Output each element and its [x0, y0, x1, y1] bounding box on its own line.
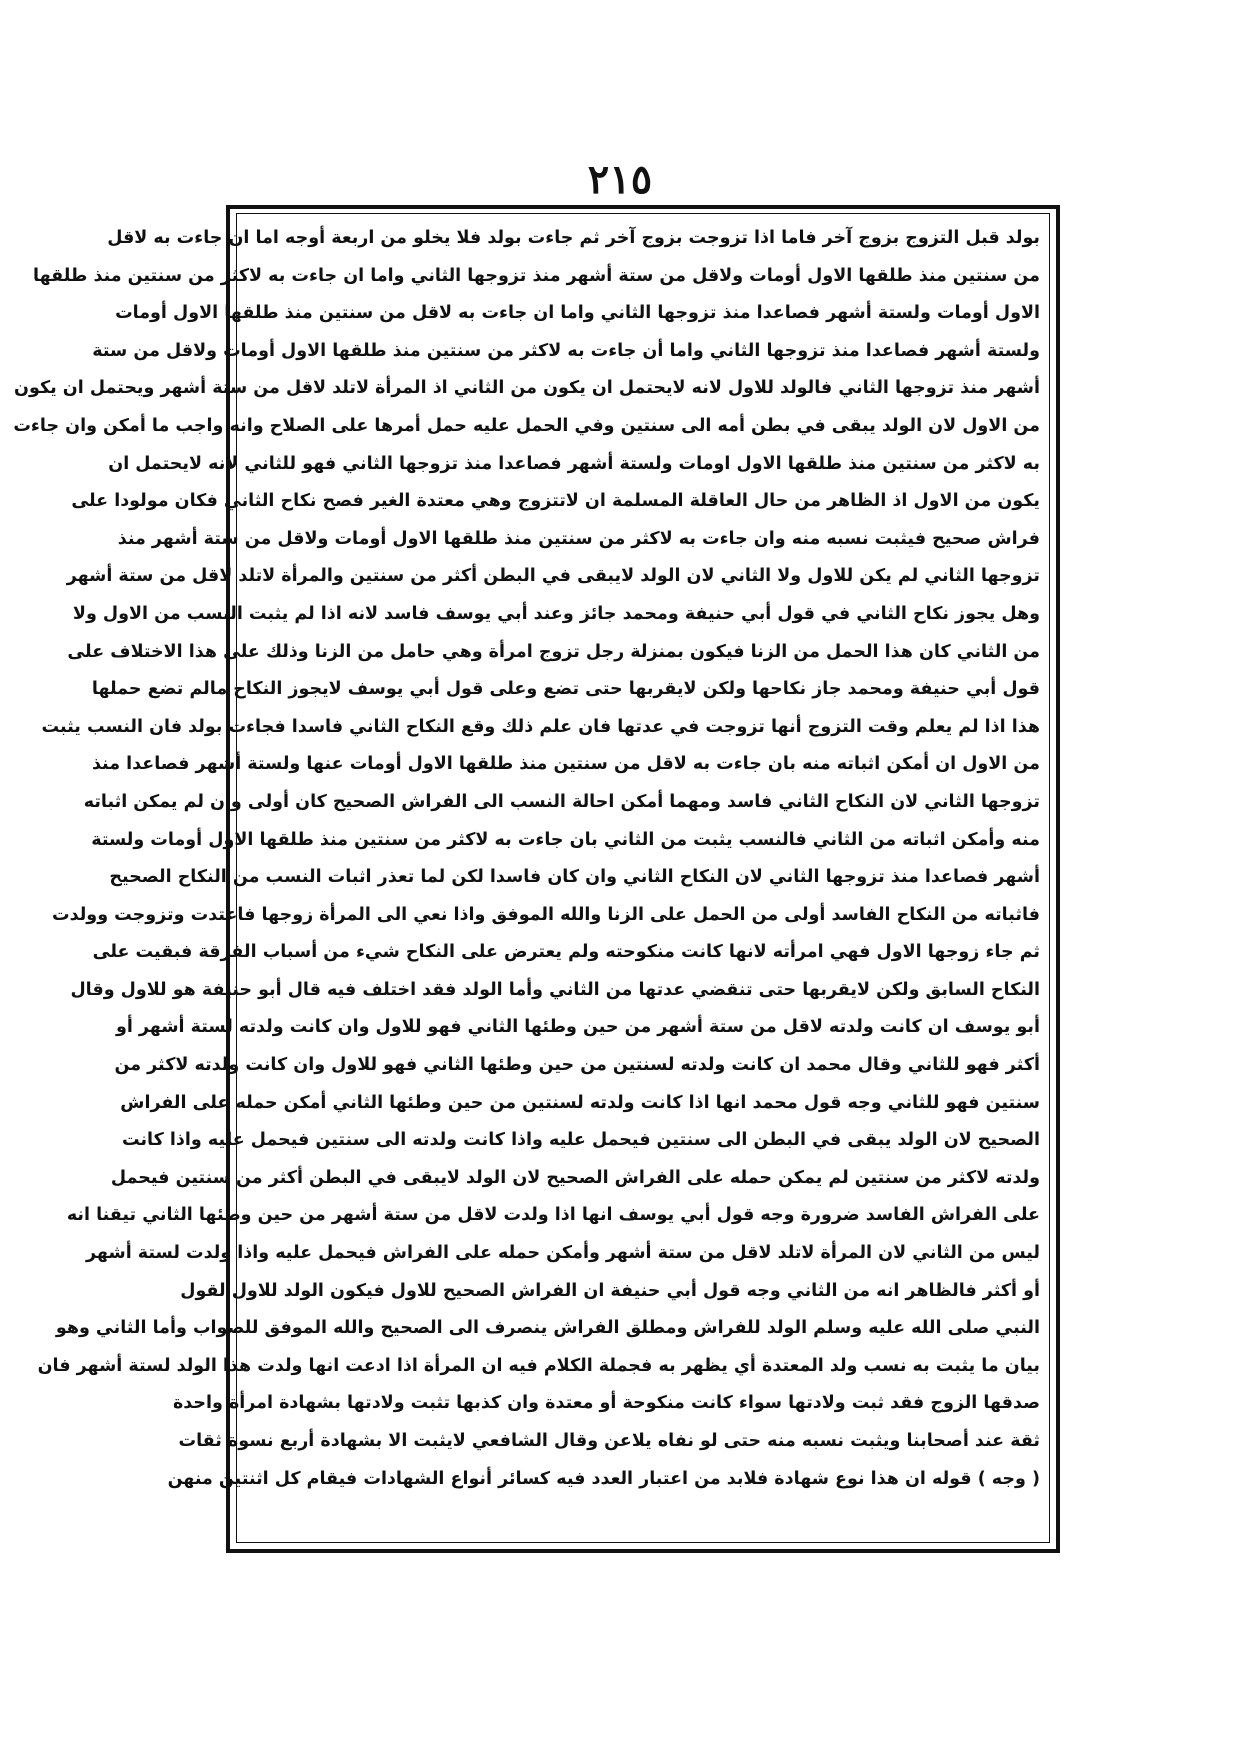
text-line: به لاكثر من سنتين منذ طلقها الاول اومات ولستة أشهر فصاعدا منذ تزوجها الثاني فهو للثاني لانه لايحتمل ان: [108, 453, 1040, 474]
text-body: [13, 220, 1040, 1538]
text-line: فراش صحيح فيثبت نسبه منه وان جاءت به لاكثر من سنتين منذ طلقها الاول أومات ولاقل من ستة أشهر منذ: [117, 528, 1040, 549]
text-line: بيان ما يثبت به نسب ولد المعتدة أي يظهر به فجملة الكلام فيه ان المرأة اذا ادعت انها ولدت هذا الولد لستة أشهر فان: [37, 1355, 1040, 1376]
text-line: أشهر منذ تزوجها الثاني فالولد للاول لانه لايحتمل ان يكون من الثاني اذ المرأة لاتلد لاقل من ستة أشهر ويحتمل ان يكون: [14, 378, 1040, 399]
text-line: الاول أومات ولستة أشهر فصاعدا منذ تزوجها الثاني واما ان جاءت به لاقل من سنتين منذ طلقها الاول أومات: [115, 303, 1040, 324]
text-line: تزوجها الثاني لان النكاح الثاني فاسد ومهما أمكن احالة النسب الى الفراش الصحيح كان أولى وان لم يمكن اثباته: [83, 791, 1040, 812]
text-line: ليس من الثاني لان المرأة لاتلد لاقل من ستة أشهر وأمكن حمله على الفراش فيحمل عليه واذا ولدت لستة أشهر: [86, 1243, 1040, 1264]
text-line: من سنتين منذ طلقها الاول أومات ولاقل من ستة أشهر منذ تزوجها الثاني واما ان جاءت به لاكثر من سنتين منذ طلقها: [33, 265, 1040, 286]
text-line: ولستة أشهر فصاعدا منذ تزوجها الثاني واما أن جاءت به لاكثر من سنتين منذ طلقها الاول أومات ولاقل من ستة: [92, 340, 1040, 361]
text-line: فاثباته من النكاح الفاسد أولى من الحمل على الزنا والله الموفق واذا نعي الى المرأة زوجها فاعتدت وتزوجت وولدت: [52, 904, 1040, 925]
text-line: على الفراش الفاسد ضرورة وجه قول أبي يوسف انها اذا ولدت لاقل من ستة أشهر من حين وطئها الثاني تيقنا انه: [66, 1205, 1040, 1226]
text-line: ولدته لاكثر من سنتين لم يمكن حمله على الفراش الصحيح لان الولد لايبقى في البطن أكثر من سنتين فيحمل: [110, 1167, 1040, 1188]
text-line: قول أبي حنيفة ومحمد جاز نكاحها ولكن لايقربها حتى تضع وعلى قول أبي يوسف لايجوز النكاح مالم تضع حملها: [91, 679, 1040, 700]
text-line: هذا اذا لم يعلم وقت التزوج أنها تزوجت في عدتها فان علم ذلك وقع النكاح الثاني فاسدا فجاءت بولد فان النسب يثبت: [41, 716, 1040, 737]
text-line: من الاول ان أمكن اثباته منه بان جاءت به لاقل من سنتين منذ طلقها الاول أومات عنها ولستة أشهر فصاعدا منذ: [91, 754, 1040, 775]
text-line: بولد قبل التزوج بزوج آخر فاما اذا تزوجت بزوج آخر ثم جاءت بولد فلا يخلو من اربعة أوجه اما ان جاءت به لاقل: [107, 228, 1040, 248]
text-line: تزوجها الثاني لم يكن للاول ولا الثاني لان الولد لايبقى في البطن أكثر من سنتين والمرأة لاتلد لاقل من ستة أشهر: [66, 566, 1040, 587]
text-line: صدقها الزوج فقد ثبت ولادتها سواء كانت منكوحة أو معتدة وان كذبها تثبت ولادتها بشهادة امرأة واحدة: [172, 1393, 1040, 1414]
text-line: أشهر فصاعدا منذ تزوجها الثاني لان النكاح الثاني وان كان فاسدا لكن لما تعذر اثبات النسب من النكاح الصحيح: [109, 867, 1040, 888]
text-line: ثم جاء زوجها الاول فهي امرأته لانها كانت منكوحته ولم يعترض على النكاح شيء من أسباب الفرقة فبقيت على: [92, 942, 1040, 963]
text-line: من الثاني كان هذا الحمل من الزنا فيكون بمنزلة رجل تزوج امرأة وهي حامل من الزنا وذلك على هذا الاختلاف على: [67, 641, 1040, 662]
text-line: أكثر فهو للثاني وقال محمد ان كانت ولدته لسنتين من حين وطئها الثاني فهو للاول وان كانت ولدته لاكثر من: [114, 1055, 1040, 1076]
text-line: النكاح السابق ولكن لايقربها حتى تنقضي عدتها من الثاني وأما الولد فقد اختلف فيه قال أبو حنيفة هو للاول وقال: [70, 979, 1040, 1000]
text-line: ( وجه ) قوله ان هذا نوع شهادة فلابد من اعتبار العدد فيه كسائر أنواع الشهادات فيقام كل اثنتين منهن: [167, 1468, 1040, 1489]
text-line: من الاول لان الولد يبقى في بطن أمه الى سنتين وفي الحمل عليه حمل أمرها على الصلاح وانه واجب ما أمكن وان جاءت: [13, 415, 1040, 436]
text-line: النبي صلى الله عليه وسلم الولد للفراش ومطلق الفراش ينصرف الى الصحيح والله الموفق للصواب وأما الثاني وهو: [55, 1318, 1040, 1339]
text-line: وهل يجوز نكاح الثاني في قول أبي حنيفة ومحمد جائز وعند أبي يوسف فاسد لانه اذا لم يثبت النسب من الاول ولا: [72, 603, 1040, 624]
text-line: أبو يوسف ان كانت ولدته لاقل من ستة أشهر من حين وطئها الثاني فهو للاول وان كانت ولدته لستة أشهر أو: [115, 1017, 1040, 1038]
text-line: أو أكثر فالظاهر انه من الثاني وجه قول أبي حنيفة ان الفراش الصحيح للاول فيكون الولد للاول لقول: [180, 1280, 1040, 1301]
text-line: سنتين فهو للثاني وجه قول محمد انها اذا كانت ولدته لسنتين من حين وطئها الثاني أمكن حمله على الفراش: [120, 1092, 1040, 1113]
page-number: ٢١٥: [587, 156, 653, 203]
text-line: ثقة عند أصحابنا ويثبت نسبه منه حتى لو نفاه يلاعن وقال الشافعي لايثبت الا بشهادة أربع نسوة ثقات: [178, 1431, 1040, 1451]
text-line: يكون من الاول اذ الظاهر من حال العاقلة المسلمة ان لاتتزوج وهي معتدة الغير فصح نكاح الثاني فكان مولودا على: [71, 491, 1040, 512]
text-line: منه وأمكن اثباته من الثاني فالنسب يثبت من الثاني بان جاءت به لاكثر من سنتين منذ طلقها الاول أومات ولستة: [91, 829, 1040, 850]
text-line: الصحيح لان الولد يبقى في البطن الى سنتين فيحمل عليه واذا كانت ولدته الى سنتين فيحمل عليه واذا كانت: [121, 1130, 1040, 1151]
